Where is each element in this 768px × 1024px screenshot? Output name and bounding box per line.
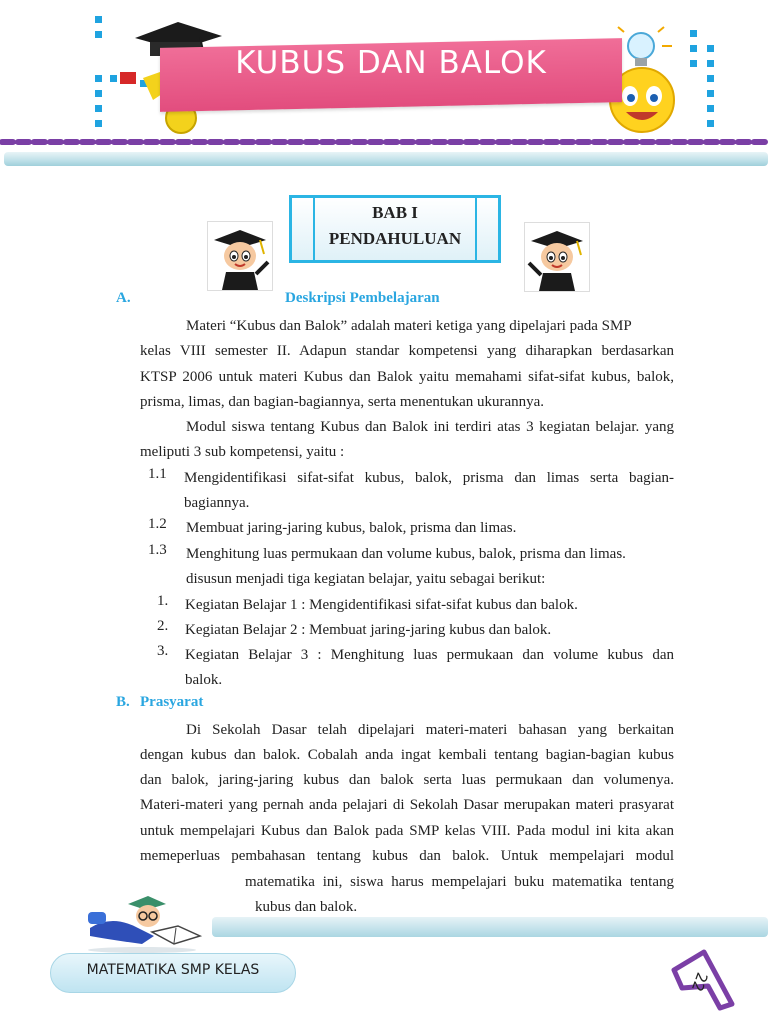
- list-item: Mengidentifikasi sifat-sifat kubus, balok, prisma dan limas serta bagian-: [184, 470, 674, 486]
- paragraph-line: Modul siswa tentang Kubus dan Balok ini terdiri atas 3 kegiatan belajar. yang: [186, 419, 674, 435]
- footer-bar: [212, 917, 768, 937]
- page-title: KUBUS DAN BALOK: [235, 45, 547, 81]
- list-item-number: 1.2: [148, 516, 167, 532]
- section-b-heading: Prasyarat: [140, 694, 204, 710]
- dotted-squares-right: [690, 30, 714, 127]
- paragraph-line: Materi-materi yang pernah anda pelajari di Sekolah Dasar merupakan materi prasyarat: [140, 797, 674, 813]
- list-item: balok.: [185, 672, 223, 688]
- list-item-number: 3.: [157, 643, 169, 659]
- paragraph-line: meliputi 3 sub kompetensi, yaitu :: [140, 444, 345, 460]
- list-item: Kegiatan Belajar 2 : Membuat jaring-jaring kubus dan balok.: [185, 622, 552, 638]
- dotted-squares-left: [95, 16, 147, 127]
- paragraph-line: dengan kubus dan balok. Cobalah anda ingat kembali tentang bagian-bagian kubus: [140, 747, 674, 763]
- paragraph-line: prisma, limas, dan bagian-bagiannya, serta menentukan ukurannya.: [140, 394, 545, 410]
- dashed-divider: [0, 138, 768, 146]
- list-item: bagiannya.: [184, 495, 250, 511]
- paragraph-line: memeperluas pembahasan tentang kubus dan balok. Untuk mempelajari modul: [140, 848, 674, 864]
- section-b-marker: B.: [116, 694, 130, 710]
- section-a-heading: Deskripsi Pembelajaran: [285, 290, 440, 306]
- list-item: Membuat jaring-jaring kubus, balok, prisma dan limas.: [186, 520, 517, 536]
- paragraph-line: kubus dan balok.: [255, 899, 358, 915]
- paragraph-line: Materi “Kubus dan Balok” adalah materi ketiga yang dipelajari pada SMP: [186, 318, 632, 334]
- arranged-text: disusun menjadi tiga kegiatan belajar, yaitu sebagai berikut:: [186, 571, 546, 587]
- graduate-student-icon: [207, 221, 273, 291]
- list-item-number: 1.3: [148, 542, 167, 558]
- paragraph-line: matematika ini, siswa harus mempelajari buku matematika tentang: [245, 874, 674, 890]
- list-item-number: 1.: [157, 593, 169, 609]
- paragraph-line: Di Sekolah Dasar telah dipelajari materi-materi bahasan yang berkaitan: [186, 722, 674, 738]
- list-item: Menghitung luas permukaan dan volume kubus, balok, prisma dan limas.: [186, 546, 626, 562]
- graduate-student-icon: [524, 222, 590, 292]
- section-a-marker: A.: [116, 290, 131, 306]
- list-item-number: 1.1: [148, 466, 167, 482]
- paragraph-line: untuk mempelajari Kubus dan Balok pada SMP kelas VIII. Pada modul ini kita akan: [140, 823, 674, 839]
- footer-label: MATEMATIKA SMP KELAS: [86, 962, 260, 978]
- paragraph-line: kelas VIII semester II. Adapun standar kompetensi yang diharapkan berdasarkan: [140, 343, 674, 359]
- paragraph-line: dan balok, jaring-jaring kubus dan balok serta luas permukaan dan volumenya.: [140, 772, 674, 788]
- page-number: 22: [687, 969, 712, 995]
- list-item: Kegiatan Belajar 1 : Mengidentifikasi sifat-sifat kubus dan balok.: [185, 597, 578, 613]
- chapter-number: BAB I: [372, 203, 418, 222]
- header-bar: [4, 152, 768, 166]
- list-item: Kegiatan Belajar 3 : Menghitung luas permukaan dan volume kubus dan: [185, 647, 674, 663]
- paragraph-line: KTSP 2006 untuk materi Kubus dan Balok yaitu memahami sifat-sifat kubus, balok,: [140, 369, 674, 385]
- chapter-title: PENDAHULUAN: [328, 229, 462, 248]
- reading-student-icon: [82, 888, 204, 954]
- list-item-number: 2.: [157, 618, 169, 634]
